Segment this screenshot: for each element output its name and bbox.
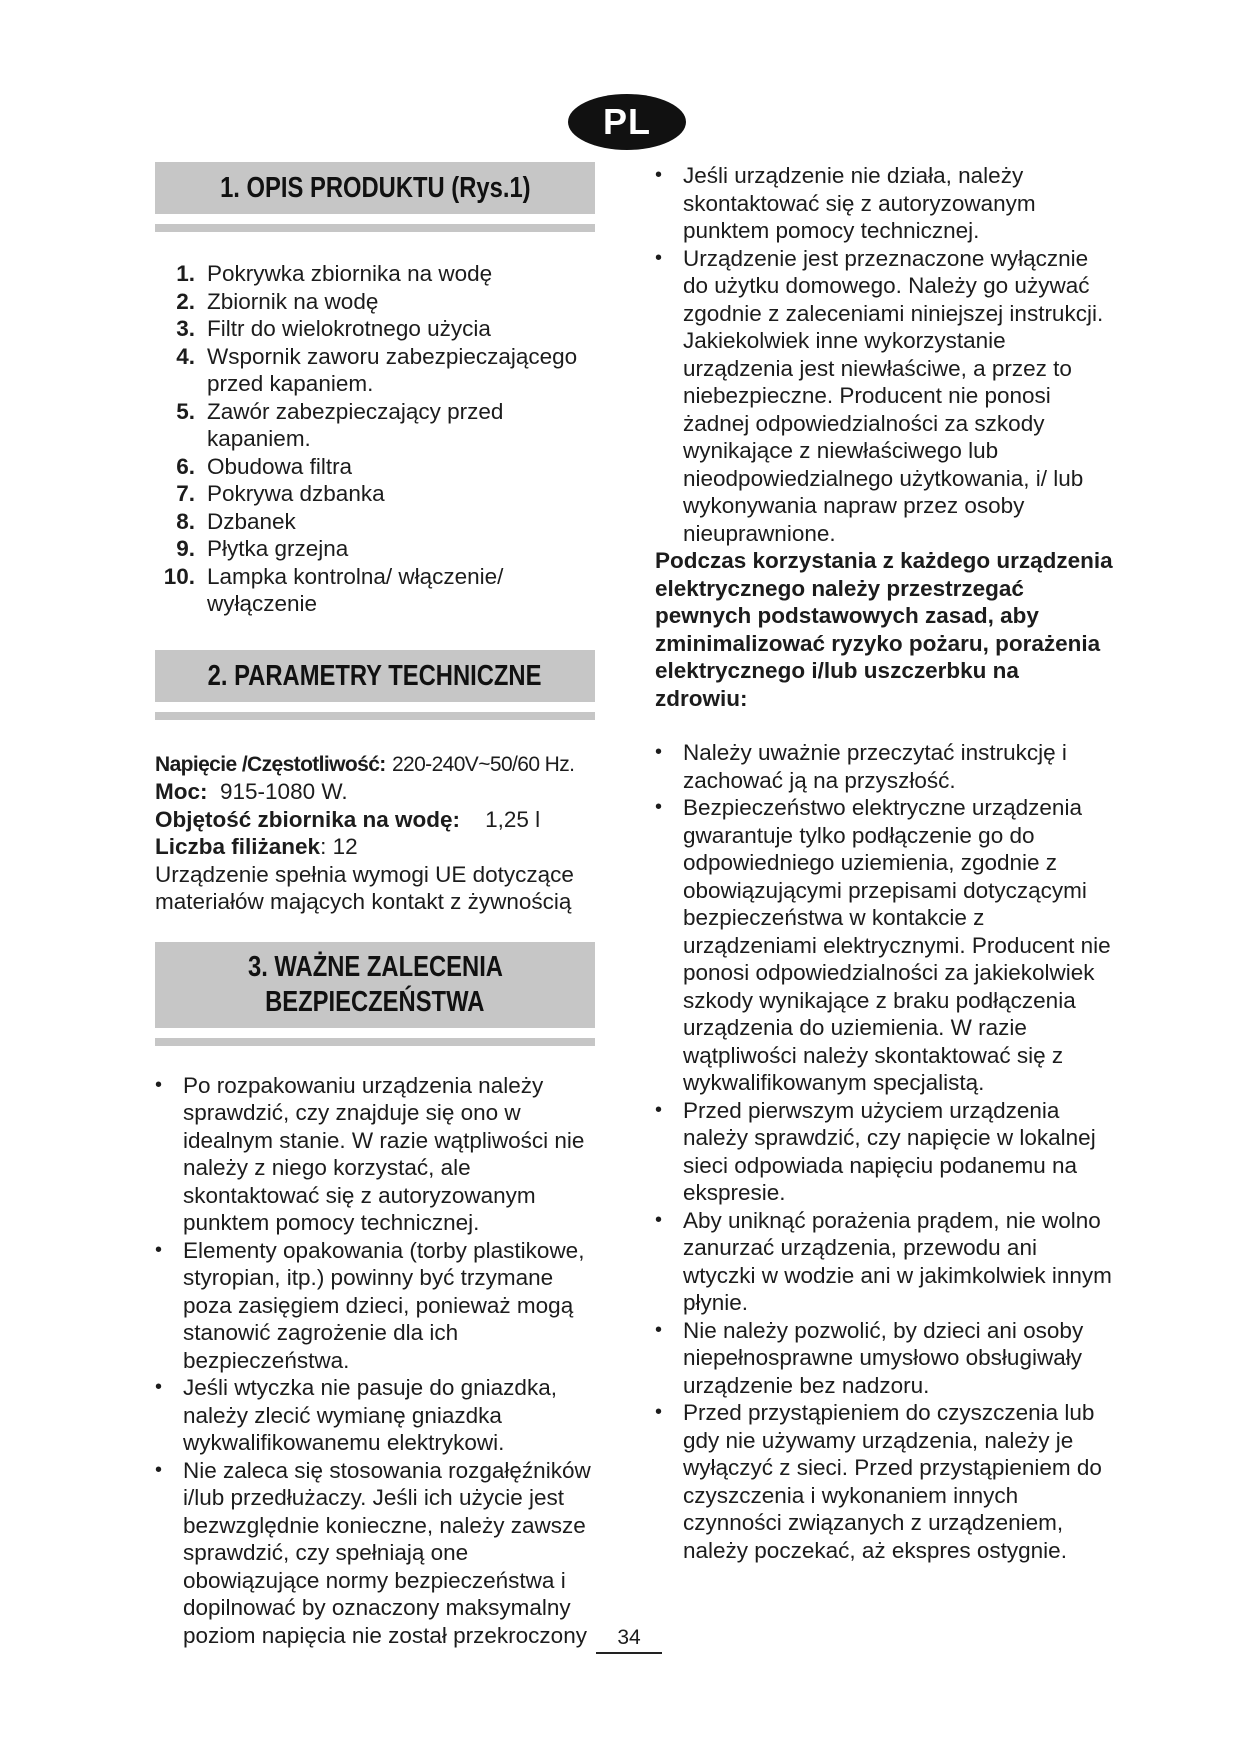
section-title-product-description: 1. OPIS PRODUKTU (Rys.1): [155, 162, 595, 214]
parts-list-item: [155, 398, 595, 453]
divider: [155, 712, 595, 720]
bullet-icon: •: [655, 741, 663, 763]
bullet-icon: •: [155, 1073, 163, 1096]
item-number: 3.: [176, 316, 195, 341]
divider: [155, 224, 595, 232]
item-number: 2.: [176, 288, 195, 314]
parts-list-item: [155, 343, 595, 398]
right-column: [655, 162, 1115, 1564]
bullet-text: Po rozpakowaniu urządzenia należy sprawdzić, czy znajduje się ono w idealnym stanie. W razie wątpliwości nie należy z niego korzystać, ale skontaktować się z autoryzowanym punktem pomocy technicznej.: [183, 1072, 585, 1235]
bullet-icon: •: [655, 1318, 663, 1341]
left-column: [155, 162, 595, 1649]
item-text: Obudowa filtra: [207, 453, 353, 479]
bullet-item: [155, 1237, 595, 1375]
bullet-text: Przed pierwszym użyciem urządzenia należy sprawdzić, czy napięcie w lokalnej sieci odpowiada napięciu podanemu na ekspresie.: [683, 1097, 1096, 1205]
bullet-text: Bezpieczeństwo elektryczne urządzenia gwarantuje tylko podłączenie go do odpowiedniego uziemienia, zgodnie z obowiązującymi przepisami dotyczącymi bezpieczeństwa w kontakcie z urządzeniami elektrycznymi. Producent nie ponosi odpowiedzialności za jakiekolwiek szkody wynikające z braku podłączenia urządzenia do uziemienia. W razie wątpliwości należy skontaktować się z wykwalifikowanym specjalistą.: [683, 795, 1111, 1095]
bullet-text: Jeśli wtyczka nie pasuje do gniazdka, należy zlecić wymianę gniazdka wykwalifikowanemu elektrykowi.: [183, 1375, 557, 1455]
section-title-technical-parameters: 2. PARAMETRY TECHNICZNE: [155, 650, 595, 702]
bullet-text: Przed przystąpieniem do czyszczenia lub gdy nie używamy urządzenia, należy je wyłączyć z sieci. Przed przystąpieniem do czyszczenia i wykonaniem innych czynności związanych z urządzeniem, należy poczekać, aż ekspres ostygnie.: [683, 1400, 1102, 1563]
bullet-item: [655, 162, 1115, 245]
bullet-icon: •: [155, 1458, 163, 1481]
bullet-text: Nie należy pozwolić, by dzieci ani osoby niepełnosprawne umysłowo obsługiwały urządzenie bez nadzoru.: [683, 1317, 1084, 1398]
bullet-icon: •: [655, 246, 663, 269]
bullet-icon: •: [655, 1208, 663, 1231]
bullet-text: Jeśli urządzenie nie działa, należy skontaktować się z autoryzowanym punktem pomocy technicznej.: [683, 163, 1036, 243]
parts-list-item: [155, 480, 595, 508]
language-badge: PL: [568, 94, 686, 150]
parts-list-item: [155, 535, 595, 563]
bullet-item: [155, 1072, 595, 1237]
item-text: Płytka grzejna: [207, 536, 349, 561]
section-product-description: [155, 162, 595, 618]
bullet-icon: •: [655, 164, 663, 186]
item-number: 6.: [176, 453, 195, 479]
item-text: Filtr do wielokrotnego użycia: [207, 316, 491, 341]
page-number: 34: [596, 1626, 662, 1654]
bullet-item: [655, 794, 1115, 1097]
section-safety: [155, 942, 595, 1650]
spec-voltage: Napięcie /Częstotliwość: 220-240V~50/60 Hz.: [155, 752, 575, 776]
bullet-item: [655, 739, 1115, 794]
item-number: 4.: [176, 343, 195, 369]
bullet-text: Elementy opakowania (torby plastikowe, styropian, itp.) powinny być trzymane poza zasięgiem dzieci, ponieważ mogą stanowić zagrożenie dla ich bezpieczeństwa.: [183, 1237, 585, 1373]
bullet-text: Aby uniknąć porażenia prądem, nie wolno zanurzać urządzenia, przewodu ani wtyczki w wodzie ani w jakimkolwiek innym płynie.: [683, 1207, 1112, 1315]
item-number: 10.: [163, 563, 195, 589]
safety-bullets-right-bottom: [655, 739, 1115, 1564]
spec-compliance: Urządzenie spełnia wymogi UE dotyczące materiałów mających kontakt z żywnością: [155, 861, 574, 914]
parts-list-item: [155, 260, 595, 288]
item-text: Zawór zabezpieczający przed kapaniem.: [207, 398, 504, 451]
bullet-icon: •: [655, 796, 663, 818]
bullet-icon: •: [655, 1098, 663, 1121]
item-text: Dzbanek: [207, 508, 296, 534]
item-text: Pokrywka zbiornika na wodę: [207, 261, 493, 286]
item-text: Wspornik zaworu zabezpieczającego przed kapaniem.: [207, 343, 578, 396]
bullet-item: [655, 1317, 1115, 1400]
spec-capacity: Objętość zbiornika na wodę: 1,25 l: [155, 806, 541, 832]
parts-list: [155, 260, 595, 618]
divider: [155, 1038, 595, 1046]
parts-list-item: [155, 288, 595, 316]
bullet-item: [155, 1374, 595, 1457]
bullet-icon: •: [155, 1238, 163, 1261]
item-number: 8.: [176, 508, 195, 534]
item-number: 9.: [176, 536, 195, 561]
bullet-text: Urządzenie jest przeznaczone wyłącznie do użytku domowego. Należy go używać zgodnie z zaleceniami niniejszej instrukcji. Jakiekolwiek inne wykorzystanie urządzenia jest niewłaściwe, a przez to niebezpieczne. Producent nie ponosi żadnej odpowiedzialności za szkody wynikające z niewłaściwego lub nieodpowiedzialnego użytkowania, i/ lub wykonywania napraw przez osoby nieuprawnione.: [683, 245, 1104, 546]
item-text: Zbiornik na wodę: [207, 288, 379, 314]
bullet-icon: •: [655, 1401, 663, 1423]
bullet-text: Nie zaleca się stosowania rozgałęźników i/lub przedłużaczy. Jeśli ich użycie jest bezwzględnie konieczne, należy zawsze sprawdzić, czy spełniają one obowiązujące normy bezpieczeństwa i dopilnować by oznaczony maksymalny poziom napięcia nie został przekroczony: [183, 1457, 591, 1648]
section-technical-parameters: [155, 650, 595, 916]
item-number: 5.: [176, 398, 195, 424]
item-text: Pokrywa dzbanka: [207, 481, 385, 506]
parts-list-item: [155, 453, 595, 481]
bullet-item: [655, 1399, 1115, 1564]
parts-list-item: [155, 508, 595, 536]
bullet-item: [155, 1457, 595, 1650]
safety-bullets-right-top: [655, 162, 1115, 547]
spec-block: [155, 750, 595, 916]
spec-cups: Liczba filiżanek: 12: [155, 834, 358, 859]
safety-intro-paragraph: Podczas korzystania z każdego urządzenia elektrycznego należy przestrzegać pewnych podstawowych zasad, aby zminimalizować ryzyko pożaru, porażenia elektrycznego i/lub uszczerbku na zdrowiu:: [655, 548, 1113, 711]
bullet-item: [655, 1207, 1115, 1317]
item-text: Lampka kontrolna/ włączenie/ wyłączenie: [207, 563, 504, 616]
safety-bullets-left: [155, 1072, 595, 1650]
section-title-safety: 3. WAŻNE ZALECENIA BEZPIECZEŃSTWA: [155, 942, 595, 1028]
spec-power: Moc: 915-1080 W.: [155, 779, 348, 804]
item-number: 7.: [176, 481, 195, 506]
bullet-icon: •: [155, 1376, 163, 1398]
parts-list-item: [155, 315, 595, 343]
parts-list-item: [155, 563, 595, 618]
item-number: 1.: [176, 261, 195, 286]
bullet-text: Należy uważnie przeczytać instrukcję i zachować ją na przyszłość.: [683, 740, 1067, 793]
bullet-item: [655, 1097, 1115, 1207]
bullet-item: [655, 245, 1115, 548]
